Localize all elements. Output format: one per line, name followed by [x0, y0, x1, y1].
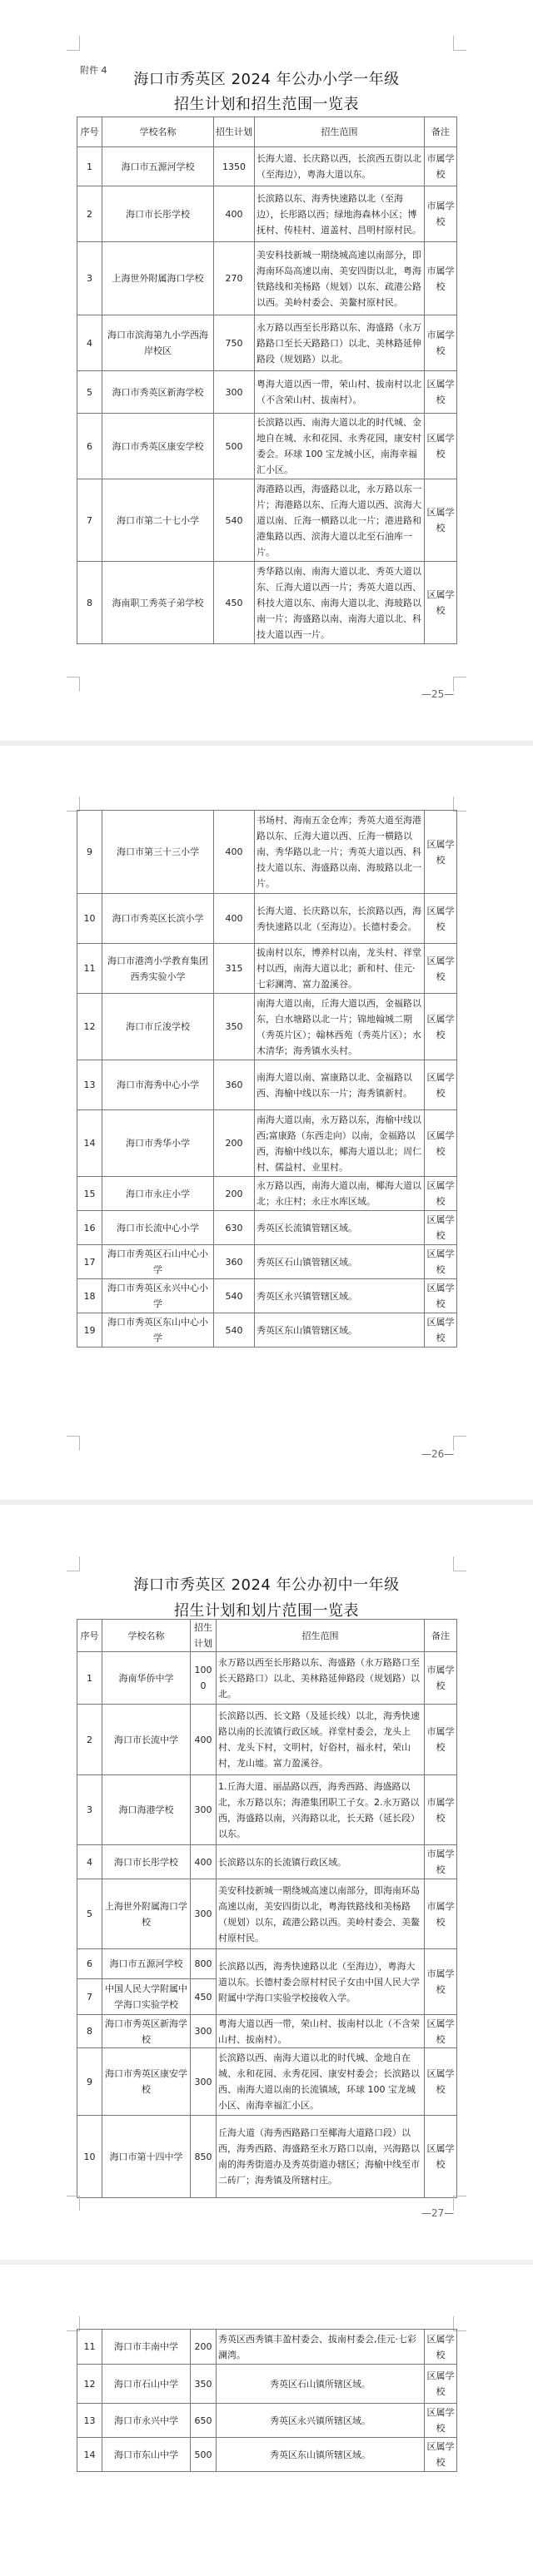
- school-type-note: 市属学校: [425, 1705, 457, 1775]
- enrollment-plan: 400: [191, 1705, 217, 1775]
- school-type-note: 区属学校: [425, 479, 457, 562]
- school-name: 海口市第十四中学: [102, 2116, 191, 2198]
- school-type-note: 区属学校: [425, 2330, 457, 2365]
- enrollment-plan: 450: [214, 562, 255, 644]
- row-number: 11: [77, 944, 102, 994]
- enrollment-plan: 750: [214, 315, 255, 371]
- school-type-note: 区属学校: [425, 2048, 457, 2116]
- header-range: 招生范围: [217, 1620, 425, 1652]
- enrollment-plan: 300: [214, 371, 255, 414]
- row-number: 16: [77, 1211, 102, 1245]
- crop-mark: [453, 677, 466, 692]
- attachment-label: 附件 4: [80, 65, 107, 76]
- crop-mark: [453, 2196, 466, 2211]
- row-number: 7: [77, 1979, 102, 2015]
- enrollment-range: 秀英区西秀镇丰盈村委会、拔南村委会,佳元·七彩澜湾。: [217, 2330, 425, 2365]
- school-name: 海口市第二十七小学: [102, 479, 214, 562]
- crop-mark: [67, 36, 80, 51]
- row-number: 13: [77, 1060, 102, 1110]
- header-plan: 招生计划: [191, 1620, 217, 1652]
- crop-mark: [67, 677, 80, 692]
- school-name: 海口市滨海第九小学西海岸校区: [102, 315, 214, 371]
- row-number: 1: [77, 147, 102, 186]
- enrollment-plan: 400: [214, 186, 255, 242]
- enrollment-range: 秀英区东山镇管辖区域。: [255, 1313, 425, 1348]
- school-type-note: 区属学校: [425, 811, 457, 894]
- school-type-note: 市属学校: [425, 1775, 457, 1845]
- enrollment-plan: 540: [214, 1313, 255, 1348]
- school-name: 海口市秀英区新海学校: [102, 2015, 191, 2048]
- enrollment-plan: 360: [214, 1245, 255, 1279]
- enrollment-range: 丘海大道（海秀西路路口至椰海大道路口段）以西，海秀西路、海盛路至永万路口以南，兴海路以南的海秀街道办及秀英街道办辖区；海榆中线至市二砖厂；海秀镇及所辖村庄。: [217, 2116, 425, 2198]
- row-number: 9: [77, 811, 102, 894]
- row-number: 3: [77, 1775, 102, 1845]
- school-name: 海南华侨中学: [102, 1652, 191, 1705]
- header-note: 备注: [425, 117, 457, 147]
- enrollment-plan: 400: [214, 894, 255, 944]
- table-row: [77, 186, 457, 242]
- school-type-note: 区属学校: [425, 2404, 457, 2438]
- school-name: 海口市石山中学: [102, 2365, 191, 2404]
- school-type-note: 市属学校: [425, 315, 457, 371]
- table-row: [77, 479, 457, 562]
- enrollment-range: 南海大道以南，丘海大道以西，金福路以东，白水塘路以北一片；锦地翰城二期（秀英片区）；翰林西苑（秀英片区）；水木清华；海秀镇水头村。: [255, 994, 425, 1060]
- school-type-note: 区属学校: [425, 2116, 457, 2198]
- page-number: —27—: [421, 2207, 455, 2219]
- page-number: —26—: [421, 1448, 455, 1460]
- school-name: 海口市长彤学校: [102, 186, 214, 242]
- enrollment-range: 书场村、海南五金仓库；秀英大道至海港路以东、丘海大道以西、丘海一横路以南、秀华路以北一片；秀英大道以西、科技大道以东、海盛路以南、海玻路以北一片。: [255, 811, 425, 894]
- school-type-note: 区属学校: [425, 2438, 457, 2472]
- table-row: [77, 1279, 457, 1313]
- school-name: 海口市秀英区长滨小学: [102, 894, 214, 944]
- table-row: [77, 147, 457, 186]
- school-name: 海口市秀英区石山中心小学: [102, 1245, 214, 1279]
- table-row: [77, 562, 457, 644]
- table-row: [77, 1879, 457, 1949]
- enrollment-range: 南海大道以南、富康路以北、金福路以西、海榆中线以东一片；海秀镇新村。: [255, 1060, 425, 1110]
- junior-enrollment-table: [77, 2329, 457, 2472]
- enrollment-range: 美安科技新城一期绕城高速以南部分，即海南环岛高速以南，美安四街以北，粤海铁路线和美杨路（规划）以东，疏港公路以西。美岭村委会、美鳌村原村民。: [217, 1879, 425, 1949]
- enrollment-range: 长滨路以东的长流镇行政区域。: [217, 1845, 425, 1879]
- school-name: 海口市秀英区新海学校: [102, 371, 214, 414]
- crop-mark: [453, 1556, 466, 1571]
- school-name: 海口市长流中学: [102, 1705, 191, 1775]
- table-row: [77, 2116, 457, 2198]
- enrollment-plan: 850: [191, 2116, 217, 2198]
- school-type-note: 区属学校: [425, 2015, 457, 2048]
- school-type-note: 市属学校: [425, 147, 457, 186]
- school-type-note: 区属学校: [425, 1060, 457, 1110]
- header-note: 备注: [425, 1620, 457, 1652]
- school-name: 海口市秀华小学: [102, 1110, 214, 1177]
- school-name: 海口市永庄小学: [102, 1177, 214, 1211]
- row-number: 13: [77, 2404, 102, 2438]
- enrollment-plan: 360: [214, 1060, 255, 1110]
- enrollment-range: 长滨路以西、南海大道以北的时代城、金地自在城、永和花园、永秀花园，康安村委会。环球 100 宝龙城小区，南海幸福汇小区。: [255, 414, 425, 479]
- school-name: 上海世外附属海口学校: [102, 242, 214, 315]
- row-number: 7: [77, 479, 102, 562]
- enrollment-range: 长滨路以西，海秀快速路以北（至海边），粤海大道以东。长德村委会原村村民子女由中国人民大学附属中学海口实验学校接收入学。: [217, 1949, 425, 2015]
- row-number: 18: [77, 1279, 102, 1313]
- enrollment-plan: 540: [214, 1279, 255, 1313]
- school-name: 海南职工秀英子弟学校: [102, 562, 214, 644]
- header-no: 序号: [77, 117, 102, 147]
- row-number: 2: [77, 186, 102, 242]
- school-type-note: 区属学校: [425, 1245, 457, 1279]
- school-name: 海口市长流中心小学: [102, 1211, 214, 1245]
- enrollment-plan: 300: [191, 1879, 217, 1949]
- row-number: 19: [77, 1313, 102, 1348]
- school-type-note: 市属学校: [425, 186, 457, 242]
- enrollment-range: 秀华路以南、南海大道以北、秀英大道以东、丘海大道以西一片；秀英大道以西、科技大道以东、南海大道以北、海玻路以南一片；海盛路以南、南海大道以北、科技大道以西一片。: [255, 562, 425, 644]
- enrollment-plan: 200: [191, 2330, 217, 2365]
- enrollment-plan: 400: [191, 1845, 217, 1879]
- enrollment-range: 南海大道以南，永万路以东，海榆中线以西;富康路（东西走向）以南，金福路以西，海榆中线以东，椰海大道以北；周仁村、儒益村、业里村。: [255, 1110, 425, 1177]
- enrollment-plan: 800: [191, 1949, 217, 1979]
- row-number: 5: [77, 371, 102, 414]
- table-header-row: [77, 1620, 457, 1652]
- row-number: 4: [77, 1845, 102, 1879]
- enrollment-plan: 540: [214, 479, 255, 562]
- school-name: 海口市秀英区康安学校: [102, 414, 214, 479]
- school-type-note: 市属学校: [425, 1879, 457, 1949]
- table-row: [77, 1775, 457, 1845]
- table-row: [77, 1705, 457, 1775]
- enrollment-range: 长滨路以西、南海大道以北的时代城、金地自在城、永和花园、永秀花园、康安村委会；长滨路以西、南海大道以南的长流镇域，环球 100 宝龙城小区、南海幸福汇小区。: [217, 2048, 425, 2116]
- school-type-note: 区属学校: [425, 994, 457, 1060]
- table-row: [77, 371, 457, 414]
- enrollment-range: 粤海大道以西一带，荣山村、拔南村以北（不含荣山村、拔南村）。: [255, 371, 425, 414]
- junior-title-line1: 海口市秀英区 2024 年公办初中一年级: [133, 1576, 400, 1594]
- table-row: [77, 1211, 457, 1245]
- school-name: 海口市港湾小学教育集团西秀实验小学: [102, 944, 214, 994]
- school-type-note: 区属学校: [425, 1279, 457, 1313]
- school-name: 海口市秀英区康安学校: [102, 2048, 191, 2116]
- enrollment-range: 1.丘海大道、丽晶路以西，海秀西路、海盛路以北，永万路以东；海港集团职工子女。2.永万路以西，海盛路以南，兴海路以北，长天路（延长段）以东。: [217, 1775, 425, 1845]
- enrollment-range: 美安科技新城一期绕城高速以南部分，即海南环岛高速以南、美安四街以北，粤海铁路线和美杨路（规划）以东、疏港公路以西。美岭村委会、美鳌村原村民。: [255, 242, 425, 315]
- school-type-note: 市属学校: [425, 1652, 457, 1705]
- enrollment-plan: 300: [191, 1775, 217, 1845]
- school-type-note: 区属学校: [425, 1177, 457, 1211]
- row-number: 6: [77, 1949, 102, 1979]
- row-number: 12: [77, 2365, 102, 2404]
- page-separator: [0, 1500, 533, 1505]
- enrollment-range: 长滨路以西、长文路（及延长线）以北，海秀快速路以南的长流镇行政区域。祥堂村委会，龙头上村、龙头下村，文明村，好俗村，福永村，荣山村，龙山墟。富力盈溪谷。: [217, 1705, 425, 1775]
- table-row: [77, 2048, 457, 2116]
- junior-enrollment-table: [77, 1619, 457, 2198]
- row-number: 14: [77, 2438, 102, 2472]
- enrollment-range: 秀英区石山镇所辖区域。: [217, 2365, 425, 2404]
- table-row: [77, 1845, 457, 1879]
- crop-mark: [453, 1436, 466, 1451]
- row-number: 2: [77, 1705, 102, 1775]
- header-range: 招生范围: [255, 117, 425, 147]
- school-name: 上海世外附属海口学校: [102, 1879, 191, 1949]
- header-no: 序号: [77, 1620, 102, 1652]
- school-name: 海口市秀英区永兴中心小学: [102, 1279, 214, 1313]
- enrollment-range: 永万路以西至长彤路以东、海盛路（永万路路口至长天路路口）以北、美林路延伸路段（规划路）以北。: [255, 315, 425, 371]
- school-name: 海口市丘浚学校: [102, 994, 214, 1060]
- school-type-note: 区属学校: [425, 1313, 457, 1348]
- enrollment-range: 长海大道、长庆路以西，长滨西五街以北（至海边），粤海大道以东。: [255, 147, 425, 186]
- table-row: [77, 1652, 457, 1705]
- row-number: 10: [77, 894, 102, 944]
- school-type-note: 市属学校: [425, 1949, 457, 2015]
- crop-mark: [67, 2196, 80, 2211]
- table-row: [77, 242, 457, 315]
- school-name: 海口市永兴中学: [102, 2404, 191, 2438]
- school-type-note: 市属学校: [425, 242, 457, 315]
- crop-mark: [67, 1436, 80, 1451]
- school-name: 海口市海秀中心小学: [102, 1060, 214, 1110]
- row-number: 6: [77, 414, 102, 479]
- school-name: 海口市长彤学校: [102, 1845, 191, 1879]
- school-type-note: 区属学校: [425, 944, 457, 994]
- table-row: [77, 2365, 457, 2404]
- table-row: [77, 1060, 457, 1110]
- primary-enrollment-table: [77, 117, 457, 644]
- page-separator: [0, 741, 533, 746]
- primary-enrollment-table: [77, 810, 457, 1348]
- row-number: 14: [77, 1110, 102, 1177]
- enrollment-plan: 1350: [214, 147, 255, 186]
- table-row: [77, 1245, 457, 1279]
- table-row: [77, 2438, 457, 2472]
- table-row: [77, 811, 457, 894]
- enrollment-plan: 650: [191, 2404, 217, 2438]
- school-name: 海口市第三十三小学: [102, 811, 214, 894]
- enrollment-plan: 315: [214, 944, 255, 994]
- enrollment-range: 秀英区永兴镇所辖区域。: [217, 2404, 425, 2438]
- enrollment-range: 永万路以西至长彤路以东、海盛路（永万路路口至长天路路口）以北、美林路延伸路段（规划路）以北。: [217, 1652, 425, 1705]
- enrollment-plan: 200: [214, 1177, 255, 1211]
- school-type-note: 区属学校: [425, 1110, 457, 1177]
- enrollment-plan: 400: [214, 811, 255, 894]
- enrollment-range: 永万路以西，南海大道以南，椰海大道以北；永庄村；永庄水库区域。: [255, 1177, 425, 1211]
- enrollment-plan: 630: [214, 1211, 255, 1245]
- enrollment-range: 长海大道、长庆路以东，长滨路以西，海秀快速路以北（至海边）。长德村委会。: [255, 894, 425, 944]
- enrollment-range: 秀英区石山镇管辖区域。: [255, 1245, 425, 1279]
- table-row: [77, 2330, 457, 2365]
- table-row: [77, 2015, 457, 2048]
- school-type-note: 区属学校: [425, 562, 457, 644]
- primary-title-line2: 招生计划和招生范围一览表: [174, 96, 359, 113]
- enrollment-plan: 300: [191, 2015, 217, 2048]
- row-number: 17: [77, 1245, 102, 1279]
- school-type-note: 区属学校: [425, 894, 457, 944]
- enrollment-range: 粤海大道以西一带，荣山村、拔南村以北（不含荣山村、拔南村）。: [217, 2015, 425, 2048]
- table-row: [77, 1177, 457, 1211]
- table-row: [77, 944, 457, 994]
- enrollment-plan: 350: [214, 994, 255, 1060]
- table-row: [77, 1949, 457, 1979]
- page-separator: [0, 2260, 533, 2265]
- page-number: —25—: [421, 688, 455, 700]
- enrollment-plan: 1000: [191, 1652, 217, 1705]
- row-number: 9: [77, 2048, 102, 2116]
- school-type-note: 区属学校: [425, 2365, 457, 2404]
- school-name: 海口市东山中学: [102, 2438, 191, 2472]
- school-name: 海口市秀英区东山中心小学: [102, 1313, 214, 1348]
- row-number: 5: [77, 1879, 102, 1949]
- enrollment-range: 秀英区长流镇管辖区域。: [255, 1211, 425, 1245]
- school-type-note: 市属学校: [425, 1845, 457, 1879]
- table-row: [77, 414, 457, 479]
- enrollment-range: 海港路以西，海盛路以北，永万路以东一片；海港路以东、丘海大道以西、滨海大道以南、丘海一横路以北一片；港进路和港集路以西、滨海大道以北至石油库一片。: [255, 479, 425, 562]
- row-number: 4: [77, 315, 102, 371]
- header-school: 学校名称: [102, 1620, 191, 1652]
- enrollment-plan: 300: [191, 2048, 217, 2116]
- enrollment-plan: 450: [191, 1979, 217, 2015]
- school-type-note: 区属学校: [425, 1211, 457, 1245]
- primary-title-line1: 海口市秀英区 2024 年公办小学一年级: [133, 71, 400, 88]
- junior-title-line2: 招生计划和划片范围一览表: [174, 1602, 359, 1620]
- crop-mark: [67, 1556, 80, 1571]
- enrollment-range: 秀英区东山镇所辖区域。: [217, 2438, 425, 2472]
- school-name: 海口市五源河学校: [102, 147, 214, 186]
- table-row: [77, 1110, 457, 1177]
- row-number: 11: [77, 2330, 102, 2365]
- school-name: 海口海港学校: [102, 1775, 191, 1845]
- header-plan: 招生计划: [214, 117, 255, 147]
- school-name: 海口市五源河学校: [102, 1949, 191, 1979]
- school-name: 海口市丰南中学: [102, 2330, 191, 2365]
- enrollment-plan: 350: [191, 2365, 217, 2404]
- row-number: 8: [77, 562, 102, 644]
- enrollment-plan: 200: [214, 1110, 255, 1177]
- school-type-note: 区属学校: [425, 414, 457, 479]
- row-number: 12: [77, 994, 102, 1060]
- enrollment-plan: 270: [214, 242, 255, 315]
- school-type-note: 区属学校: [425, 371, 457, 414]
- row-number: 15: [77, 1177, 102, 1211]
- header-school: 学校名称: [102, 117, 214, 147]
- row-number: 10: [77, 2116, 102, 2198]
- row-number: 1: [77, 1652, 102, 1705]
- table-row: [77, 994, 457, 1060]
- table-header-row: [77, 117, 457, 147]
- crop-mark: [453, 36, 466, 51]
- table-row: [77, 894, 457, 944]
- enrollment-range: 秀英区永兴镇管辖区域。: [255, 1279, 425, 1313]
- row-number: 3: [77, 242, 102, 315]
- table-row: [77, 1313, 457, 1348]
- row-number: 8: [77, 2015, 102, 2048]
- enrollment-range: 长滨路以东、海秀快速路以北（至海边），长彤路以西；绿地海森林小区；博抚村、传桂村、道盖村、昌明村原村民。: [255, 186, 425, 242]
- enrollment-range: 拔南村以东，博养村以南，龙头村、祥堂村以西，南海大道以北；新和村、佳元·七彩澜湾、富力盈溪谷。: [255, 944, 425, 994]
- table-row: [77, 2404, 457, 2438]
- enrollment-plan: 500: [191, 2438, 217, 2472]
- table-row: [77, 315, 457, 371]
- school-name: 中国人民大学附属中学海口实验学校: [102, 1979, 191, 2015]
- enrollment-plan: 500: [214, 414, 255, 479]
